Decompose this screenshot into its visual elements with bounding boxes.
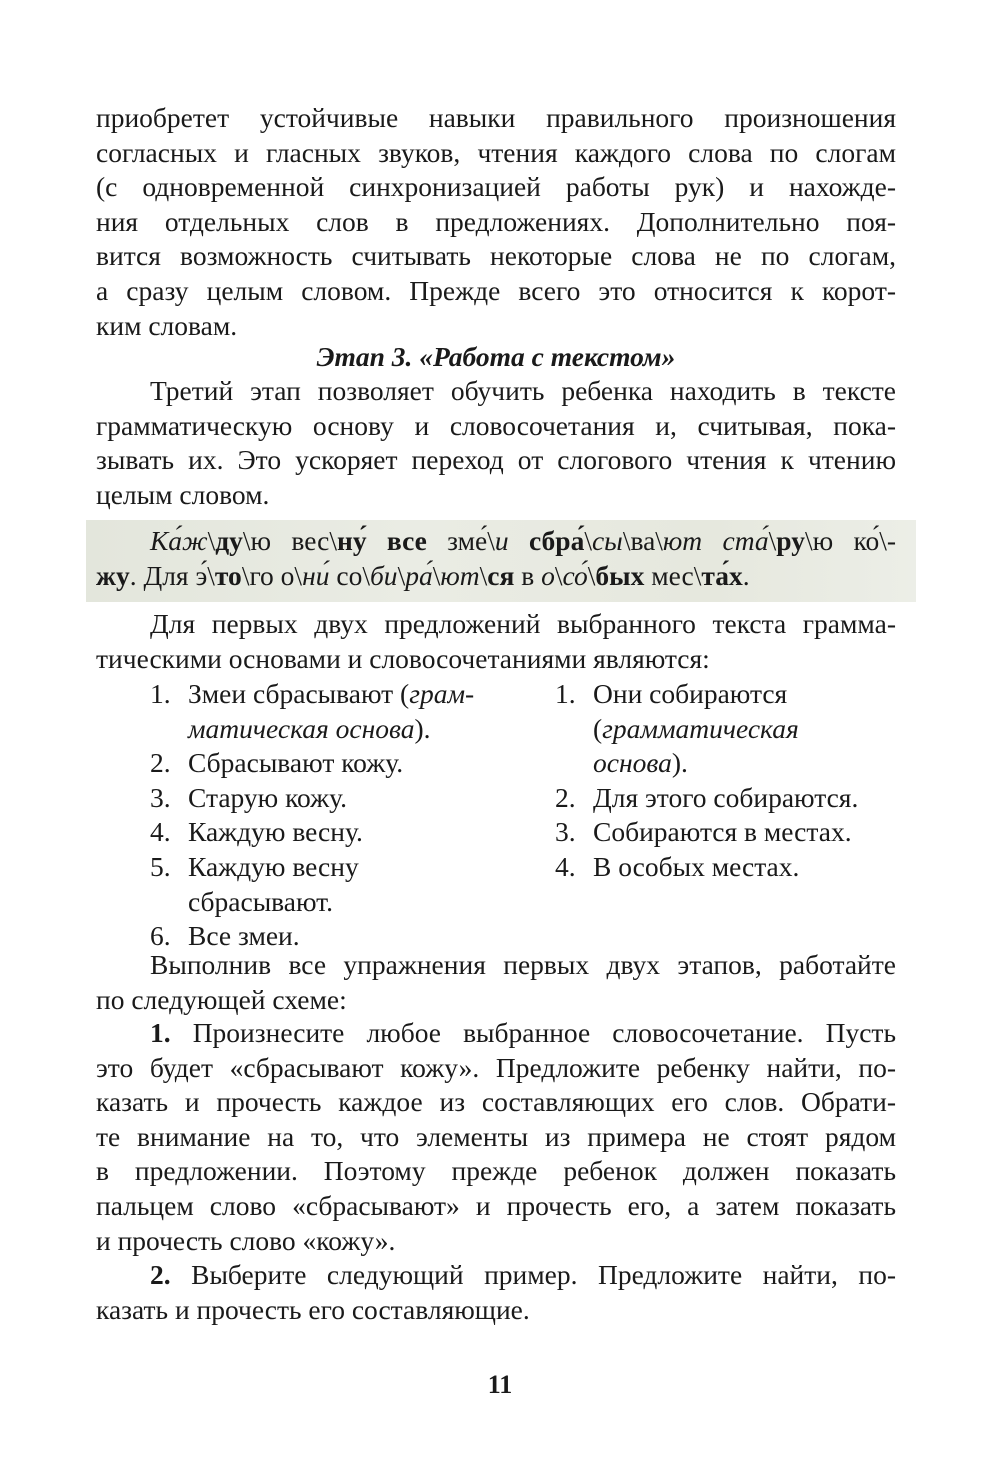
list-item-text — [188, 782, 347, 813]
text-segment: о — [541, 559, 555, 591]
example-line — [96, 559, 896, 594]
text-line: пальцем слово «сбрасывают» и прочесть его, а затем показать — [96, 1189, 896, 1221]
list-item-number: 4. — [150, 816, 171, 848]
list-sentence-2 — [555, 677, 900, 885]
text-segment: . — [742, 559, 750, 591]
list-item — [150, 677, 510, 746]
text-segment: Для этого собираются. — [593, 781, 859, 813]
text-line: согласных и гласных звуков, чтения каждого слова по слогам — [96, 136, 896, 168]
paragraph-continuation — [96, 101, 896, 343]
text-segment: та́х — [701, 559, 743, 591]
paragraph-scheme — [96, 948, 896, 1017]
text-segment: ду — [215, 525, 243, 556]
page-number: 11 — [487, 1370, 513, 1399]
text-line: вится возможность считывать некоторые слова не по слогам, — [96, 240, 896, 272]
step-2 — [96, 1258, 896, 1327]
text-line: Для первых двух предложений выбранного текста грамма- — [150, 608, 896, 639]
text-segment: зме́\ — [426, 525, 495, 556]
text-segment: ют ста́ — [662, 525, 769, 556]
text-line: казать и прочесть каждое из составляющих его слов. Обрати- — [96, 1086, 896, 1118]
text-line: и прочесть слово «кожу». — [96, 1224, 396, 1256]
text-segment: \го о\ — [241, 559, 303, 591]
paragraph-intro — [96, 607, 896, 676]
text-segment: сбра́ — [528, 525, 585, 556]
text-segment: со́ — [562, 559, 588, 591]
text-segment: ). — [414, 712, 431, 744]
text-segment: \ва\ — [622, 525, 663, 556]
list-item-text — [188, 816, 363, 847]
text-segment: Ка́ж — [150, 525, 208, 556]
section-heading: Этап 3. «Работа с текстом» — [316, 341, 676, 372]
list-sentence-1 — [150, 677, 510, 954]
text-segment: и — [494, 525, 509, 556]
text-segment: \ю ко́\- — [804, 525, 897, 556]
example-line — [150, 524, 896, 559]
text-line: тическими основами и словосочетаниями являются: — [96, 642, 710, 674]
text-line: а сразу целым словом. Прежде всего это относится к корот- — [96, 274, 896, 306]
text-segment: ра́ — [405, 559, 433, 591]
list-item-text — [188, 678, 474, 744]
text-segment: грамматическая — [602, 712, 799, 744]
list-item-number: 6. — [150, 920, 171, 952]
text-segment: \ — [768, 525, 777, 556]
step-number: 2. — [150, 1259, 171, 1290]
text-segment: Каждую весну. — [188, 816, 363, 848]
example-text — [96, 524, 897, 593]
text-segment: Они собираются — [593, 678, 788, 709]
text-segment: со\ — [329, 559, 370, 591]
text-segment: ся — [487, 559, 515, 591]
text-segment: ни́ — [302, 559, 330, 591]
text-segment: Сбрасывают кожу. — [188, 747, 404, 779]
text-segment: сбрасывают. — [188, 885, 334, 917]
text-line: это будет «сбрасывают кожу». Предложите ребенку найти, по- — [96, 1051, 896, 1083]
text-line: целым словом. — [96, 478, 270, 510]
list-item-text — [593, 851, 799, 882]
text-line: (с одновременной синхронизацией работы рук) и нахожде- — [96, 171, 896, 203]
text-line: 2. Выберите следующий пример. Предложите найти, по- — [150, 1259, 896, 1290]
step-number: 1. — [150, 1017, 171, 1048]
text-segment: \ — [207, 525, 216, 556]
list-item-text — [188, 747, 403, 778]
text-segment: то — [214, 559, 242, 591]
text-line: приобретет устойчивые навыки правильного произношения — [96, 102, 896, 133]
text-segment: В особых местах. — [593, 850, 800, 882]
list-item-text — [593, 678, 799, 778]
list-item-text — [188, 920, 300, 951]
text-segment: \ — [432, 559, 441, 591]
list-item — [555, 677, 900, 781]
list-item-number: 4. — [555, 850, 576, 882]
text-segment: мес\ — [644, 559, 702, 591]
text-segment — [509, 525, 529, 556]
text-segment: жу — [96, 559, 130, 591]
text-segment: \ — [584, 525, 592, 556]
text-segment: ру — [776, 525, 805, 556]
text-segment: матическая основа — [188, 712, 415, 744]
text-line: грамматическую основу и словосочетания и, считывая, пока- — [96, 409, 896, 441]
list-item — [150, 850, 510, 919]
list-item-text — [593, 816, 852, 847]
paragraph-stage-3 — [96, 374, 896, 512]
text-segment: основа — [593, 747, 672, 779]
text-line: 1. Произнесите любое выбранное словосочетание. Пусть — [150, 1017, 896, 1048]
list-item-number: 5. — [150, 850, 171, 882]
text-segment: . Для э́\ — [129, 559, 215, 591]
list-item-number: 1. — [150, 678, 171, 709]
text-segment: ют — [440, 559, 480, 591]
list-item-number: 1. — [555, 678, 576, 709]
text-segment: \ — [479, 559, 488, 591]
text-segment: ну́ все — [336, 525, 427, 556]
text-segment: в — [514, 559, 542, 591]
list-item-text — [188, 851, 359, 917]
text-line: ким словам. — [96, 309, 238, 341]
text-segment: грам- — [409, 678, 475, 709]
text-segment: Все змеи. — [188, 920, 300, 952]
text-segment: Каждую весну — [188, 850, 359, 882]
text-segment: бых — [595, 559, 645, 591]
text-segment: сы — [591, 525, 623, 556]
text-segment: Старую кожу. — [188, 781, 347, 813]
list-item — [555, 781, 900, 816]
text-segment: Змеи сбрасывают ( — [188, 678, 410, 709]
list-item — [150, 781, 510, 816]
text-line: казать и прочесть его составляющие. — [96, 1293, 530, 1325]
text-segment: \ю вес\ — [242, 525, 337, 556]
list-item — [150, 746, 510, 781]
text-segment: \ — [554, 559, 563, 591]
list-item — [150, 815, 510, 850]
text-line: в предложении. Поэтому прежде ребенок должен показать — [96, 1155, 896, 1187]
text-line: ния отдельных слов в предложениях. Дополнительно поя- — [96, 205, 896, 237]
list-item-number: 2. — [555, 781, 576, 813]
text-segment: \ — [587, 559, 596, 591]
text-segment: ). — [671, 747, 688, 779]
text-line: зывать их. Это ускоряет переход от слогового чтения к чтению — [96, 444, 896, 476]
text-line: по следующей схеме: — [96, 983, 347, 1015]
text-line: те внимание на то, что элементы из примера не стоят рядом — [96, 1120, 896, 1152]
text-line: Третий этап позволяет обучить ребенка находить в тексте — [150, 375, 896, 406]
text-segment: ( — [593, 712, 603, 744]
list-item-number: 2. — [150, 747, 171, 779]
text-line: Выполнив все упражнения первых двух этапов, работайте — [150, 949, 896, 980]
text-segment: \ — [397, 559, 406, 591]
text-segment: би — [369, 559, 398, 591]
list-item — [555, 850, 900, 885]
list-item — [555, 815, 900, 850]
list-item-text — [593, 782, 858, 813]
text-segment: Собираются в местах. — [593, 816, 852, 848]
list-item-number: 3. — [150, 781, 171, 813]
step-1 — [96, 1016, 896, 1258]
list-item-number: 3. — [555, 816, 576, 848]
